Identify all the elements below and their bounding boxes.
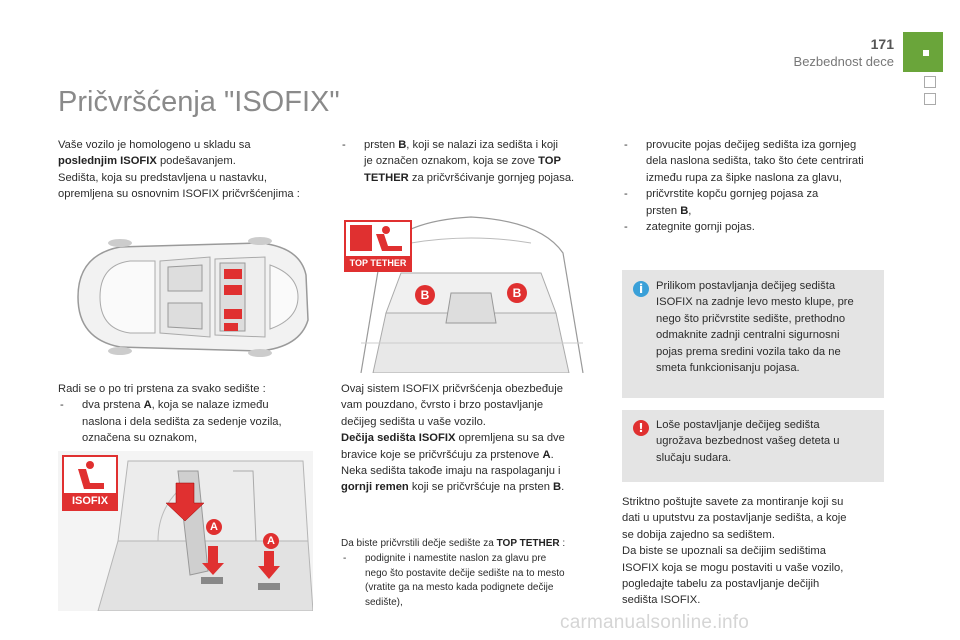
intro-line: Sedišta, koja su predstavljena u nastavku, bbox=[58, 171, 267, 184]
section-tab-marker bbox=[903, 32, 943, 72]
trunk-illustration bbox=[341, 213, 603, 373]
step-item: - provucite pojas dečijeg sedišta iza gornjeg dela naslona sedišta, tako što ćete centrirati između rupa za šipke naslona za glavu, bbox=[622, 137, 892, 186]
rings-paragraph bbox=[58, 381, 328, 447]
tab-box-1 bbox=[924, 76, 936, 88]
intro-line: Vaše vozilo je homologeno u skladu sa bbox=[58, 139, 251, 151]
ring-a-marker: A bbox=[263, 533, 279, 549]
intro-line: poslednjim ISOFIX podešavanjem. bbox=[58, 155, 236, 168]
top-tether-steps bbox=[341, 537, 609, 611]
section-title: Bezbednost dece bbox=[793, 54, 894, 69]
system-line: dečijeg sedišta u vaše vozilo. bbox=[341, 415, 486, 428]
watermark: carmanualsonline.info bbox=[560, 612, 750, 633]
system-line: gornji remen koji se pričvršćuje na prsten B. bbox=[341, 481, 565, 494]
system-line: Dečija sedišta ISOFIX opremljena su sa dve bbox=[341, 432, 565, 445]
info-icon: i bbox=[633, 281, 649, 297]
ring-b-marker: B bbox=[507, 283, 527, 303]
steps-list bbox=[622, 137, 892, 235]
isofix-child-seat-symbol bbox=[62, 455, 118, 511]
warning-icon: ! bbox=[633, 420, 649, 436]
info-box bbox=[622, 270, 884, 398]
ring-a-item: - dva prstena A, koja se nalaze između naslona i dela sedišta za sedenje vozila, označena su oznakom, bbox=[58, 397, 328, 446]
top-tether-step: - podignite i namestite naslon za glavu pre nego što postavite dečije sedište na to mesto (vratite ga na mesto kada podignete dečije sedište), bbox=[341, 552, 609, 611]
intro-line: opremljena su osnovnim ISOFIX pričvršćenjima : bbox=[58, 188, 300, 201]
rings-intro: Radi se o po tri prstena za svako sedište : bbox=[58, 383, 266, 395]
page-title: Pričvršćenja "ISOFIX" bbox=[58, 86, 340, 118]
system-paragraph bbox=[341, 381, 606, 496]
closing-paragraph: Striktno poštujte savete za montiranje koji su dati u uputstvu za postavljanje sedišta, a koje se dobija zajedno sa sedištem. Da biste se upoznali sa dečijim sedištima ISOFIX koja se mogu postaviti u vaše vozilo, pogledajte tabelu za postavljanje dečijih sedišta ISOFIX. bbox=[622, 496, 847, 607]
ring-b-paragraph bbox=[340, 137, 605, 186]
ring-b-marker: B bbox=[415, 285, 435, 305]
step-item: - zategnite gornji pojas. bbox=[622, 219, 892, 235]
warning-text: Loše postavljanje dečijeg sedišta ugrožava bezbednost vašeg deteta u slučaju sudara. bbox=[656, 419, 840, 464]
top-tether-label: TOP TETHER bbox=[346, 256, 410, 270]
system-line: vam pouzdano, čvrsto i brzo postavljanje bbox=[341, 399, 544, 412]
system-line: Ovaj sistem ISOFIX pričvršćenja obezbeđuje bbox=[341, 383, 563, 395]
step-item: - pričvrstite kopču gornjeg pojasa za prsten B, bbox=[622, 186, 892, 219]
system-line: Neka sedišta takođe imaju na raspolaganju i bbox=[341, 465, 561, 478]
top-tether-intro: Da biste pričvrstili dečje sedište za TOP TETHER : bbox=[341, 538, 566, 549]
system-line: bravice koje se pričvršćuju za prstenove A. bbox=[341, 448, 554, 461]
isofix-label: ISOFIX bbox=[64, 493, 116, 509]
tab-box-2 bbox=[924, 93, 936, 105]
warning-box bbox=[622, 410, 884, 482]
rear-seat-photo bbox=[58, 451, 313, 611]
car-top-view-illustration bbox=[60, 225, 318, 370]
info-text: Prilikom postavljanja dečijeg sedišta ISOFIX na zadnje levo mesto klupe, pre nego što pričvrstite sedište, prethodno odmaknite zadnji centralni sigurnosni pojas prema sredini vozila tako da ne smeta funkcionisanju pojasa. bbox=[656, 280, 854, 375]
top-tether-symbol bbox=[344, 220, 412, 272]
intro-paragraph bbox=[58, 137, 328, 203]
ring-a-marker: A bbox=[206, 519, 222, 535]
page-number: 171 bbox=[870, 36, 894, 52]
ring-b-item: - prsten B, koji se nalazi iza sedišta i koji je označen oznakom, koja se zove TOP TETHER za pričvršćivanje gornjeg pojasa. bbox=[340, 137, 605, 186]
